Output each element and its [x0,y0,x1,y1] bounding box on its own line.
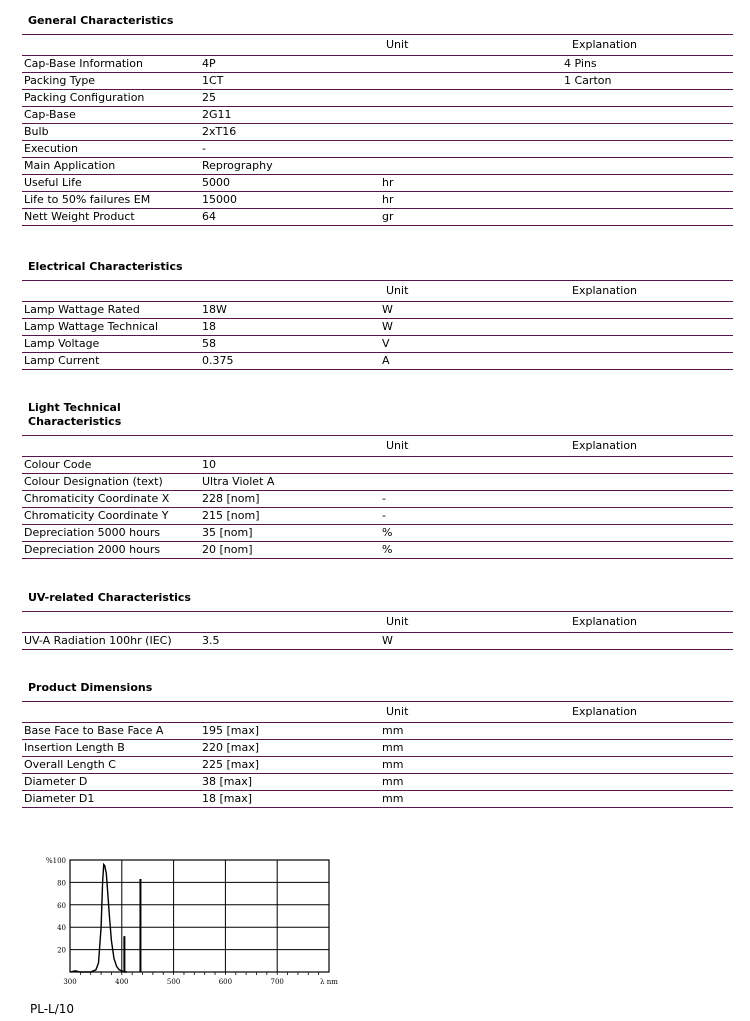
table-row [22,336,733,353]
property-value: 5000 [200,175,380,192]
product-code-label: PL-L/10 [30,1002,75,1016]
empty-header-cell [22,281,200,302]
property-value: 3.5 [200,633,380,650]
property-explanation [562,336,733,353]
property-explanation [562,474,733,491]
property-value: 0.375 [200,353,380,370]
table-row [22,542,733,559]
table-row [22,141,733,158]
product-dimensions-section [22,681,733,808]
property-unit: W [380,633,562,650]
electrical-characteristics-section [22,260,733,370]
property-explanation [562,491,733,508]
table-header-row [22,35,733,56]
property-explanation [562,302,733,319]
property-value: 18 [max] [200,791,380,808]
electrical-table [22,280,733,370]
property-unit: V [380,336,562,353]
empty-header-cell [200,436,380,457]
property-name: Packing Configuration [22,90,200,107]
x-tick-label: 600 [218,978,233,986]
property-explanation [562,319,733,336]
table-row [22,124,733,141]
section-title: Product Dimensions [28,681,153,694]
unit-header: Unit [380,436,562,457]
property-unit: hr [380,192,562,209]
property-unit: mm [380,774,562,791]
property-name: Overall Length C [22,757,200,774]
property-unit [380,90,562,107]
property-unit: mm [380,757,562,774]
property-unit: % [380,525,562,542]
table-row [22,757,733,774]
table-row [22,158,733,175]
property-value: 38 [max] [200,774,380,791]
unit-header: Unit [380,281,562,302]
property-name: Chromaticity Coordinate Y [22,508,200,525]
property-unit [380,73,562,90]
unit-header: Unit [380,612,562,633]
property-name: Nett Weight Product [22,209,200,226]
property-unit: mm [380,723,562,740]
table-row [22,192,733,209]
empty-header-cell [22,612,200,633]
x-tick-label: 300 [63,978,77,986]
table-row [22,73,733,90]
y-tick-label: 40 [57,924,66,933]
property-value: 58 [200,336,380,353]
property-value: Reprography [200,158,380,175]
table-row [22,56,733,73]
property-value: 2xT16 [200,124,380,141]
property-unit: hr [380,175,562,192]
table-row [22,353,733,370]
property-value: 20 [nom] [200,542,380,559]
property-value: 15000 [200,192,380,209]
property-explanation [562,525,733,542]
property-name: Cap-Base [22,107,200,124]
property-name: Life to 50% failures EM [22,192,200,209]
uv-related-section [22,591,733,650]
table-row [22,774,733,791]
property-unit: A [380,353,562,370]
property-value: 220 [max] [200,740,380,757]
property-value: 25 [200,90,380,107]
table-header-row [22,612,733,633]
section-title-line: Characteristics [28,415,122,428]
empty-header-cell [200,702,380,723]
unit-header: Unit [380,35,562,56]
table-header-row [22,436,733,457]
y-tick-label: 20 [57,946,66,955]
property-unit [380,457,562,474]
property-name: Diameter D [22,774,200,791]
property-explanation [562,90,733,107]
section-title: General Characteristics [28,14,174,27]
property-explanation [562,633,733,650]
explanation-header: Explanation [562,612,733,633]
explanation-header: Explanation [562,281,733,302]
property-value: 18W [200,302,380,319]
empty-header-cell [22,35,200,56]
dimensions-table [22,701,733,808]
table-row [22,508,733,525]
table-row [22,491,733,508]
table-row [22,740,733,757]
section-title: UV-related Characteristics [28,591,191,604]
property-unit: W [380,319,562,336]
property-unit [380,56,562,73]
table-row [22,474,733,491]
property-name: Main Application [22,158,200,175]
table-header-row [22,281,733,302]
property-name: Lamp Voltage [22,336,200,353]
property-explanation: 4 Pins [562,56,733,73]
property-explanation: 1 Carton [562,73,733,90]
light-technical-section [22,401,733,559]
property-explanation [562,508,733,525]
property-explanation [562,158,733,175]
table-row [22,457,733,474]
y-tick-label: 80 [57,879,66,888]
property-value: 1CT [200,73,380,90]
explanation-header: Explanation [562,35,733,56]
property-name: Useful Life [22,175,200,192]
property-unit: mm [380,740,562,757]
property-name: Packing Type [22,73,200,90]
empty-header-cell [22,702,200,723]
y-tick-label: 100 [52,857,66,865]
property-explanation [562,107,733,124]
table-row [22,633,733,650]
property-name: Colour Designation (text) [22,474,200,491]
unit-header: Unit [380,702,562,723]
property-value: 18 [200,319,380,336]
property-explanation [562,192,733,209]
property-explanation [562,124,733,141]
table-row [22,723,733,740]
property-explanation [562,723,733,740]
property-unit [380,141,562,158]
table-row [22,175,733,192]
property-unit: - [380,508,562,525]
property-name: UV-A Radiation 100hr (IEC) [22,633,200,650]
property-name: Cap-Base Information [22,56,200,73]
general-table [22,34,733,226]
property-unit: - [380,491,562,508]
x-tick-label: 700 [270,978,284,986]
property-unit [380,474,562,491]
table-row [22,107,733,124]
light-technical-table [22,435,733,559]
property-explanation [562,542,733,559]
property-name: Lamp Wattage Rated [22,302,200,319]
property-unit [380,124,562,141]
x-tick-label: 400 [115,978,129,986]
table-row [22,319,733,336]
property-explanation [562,791,733,808]
general-characteristics-section [22,14,733,226]
explanation-header: Explanation [562,702,733,723]
property-unit [380,107,562,124]
property-value: 10 [200,457,380,474]
property-name: Base Face to Base Face A [22,723,200,740]
property-name: Depreciation 5000 hours [22,525,200,542]
property-value: 4P [200,56,380,73]
property-name: Bulb [22,124,200,141]
property-explanation [562,740,733,757]
spectral-chart [38,852,338,987]
section-title-line: Light Technical [28,401,121,414]
property-name: Insertion Length B [22,740,200,757]
property-explanation [562,141,733,158]
property-value: 225 [max] [200,757,380,774]
explanation-header: Explanation [562,436,733,457]
property-unit: % [380,542,562,559]
property-unit: W [380,302,562,319]
x-tick-label: λ nm [320,978,338,986]
table-row [22,90,733,107]
property-name: Chromaticity Coordinate X [22,491,200,508]
property-unit: gr [380,209,562,226]
table-row [22,302,733,319]
property-value: 215 [nom] [200,508,380,525]
property-explanation [562,757,733,774]
property-unit [380,158,562,175]
property-value: - [200,141,380,158]
property-name: Execution [22,141,200,158]
property-explanation [562,175,733,192]
uv-table [22,611,733,650]
property-unit: mm [380,791,562,808]
property-name: Depreciation 2000 hours [22,542,200,559]
y-unit-label: % [46,857,53,865]
table-row [22,525,733,542]
property-value: Ultra Violet A [200,474,380,491]
property-value: 64 [200,209,380,226]
empty-header-cell [200,612,380,633]
property-name: Colour Code [22,457,200,474]
property-name: Lamp Wattage Technical [22,319,200,336]
section-title: Electrical Characteristics [28,260,183,273]
table-header-row [22,702,733,723]
x-tick-label: 500 [166,978,181,986]
empty-header-cell [200,281,380,302]
property-value: 195 [max] [200,723,380,740]
property-explanation [562,353,733,370]
property-explanation [562,774,733,791]
empty-header-cell [22,436,200,457]
property-value: 2G11 [200,107,380,124]
y-tick-label: 60 [57,901,66,910]
property-name: Lamp Current [22,353,200,370]
empty-header-cell [200,35,380,56]
property-value: 35 [nom] [200,525,380,542]
property-explanation [562,457,733,474]
property-name: Diameter D1 [22,791,200,808]
property-explanation [562,209,733,226]
table-row [22,209,733,226]
property-value: 228 [nom] [200,491,380,508]
table-row [22,791,733,808]
section-title [28,401,733,429]
